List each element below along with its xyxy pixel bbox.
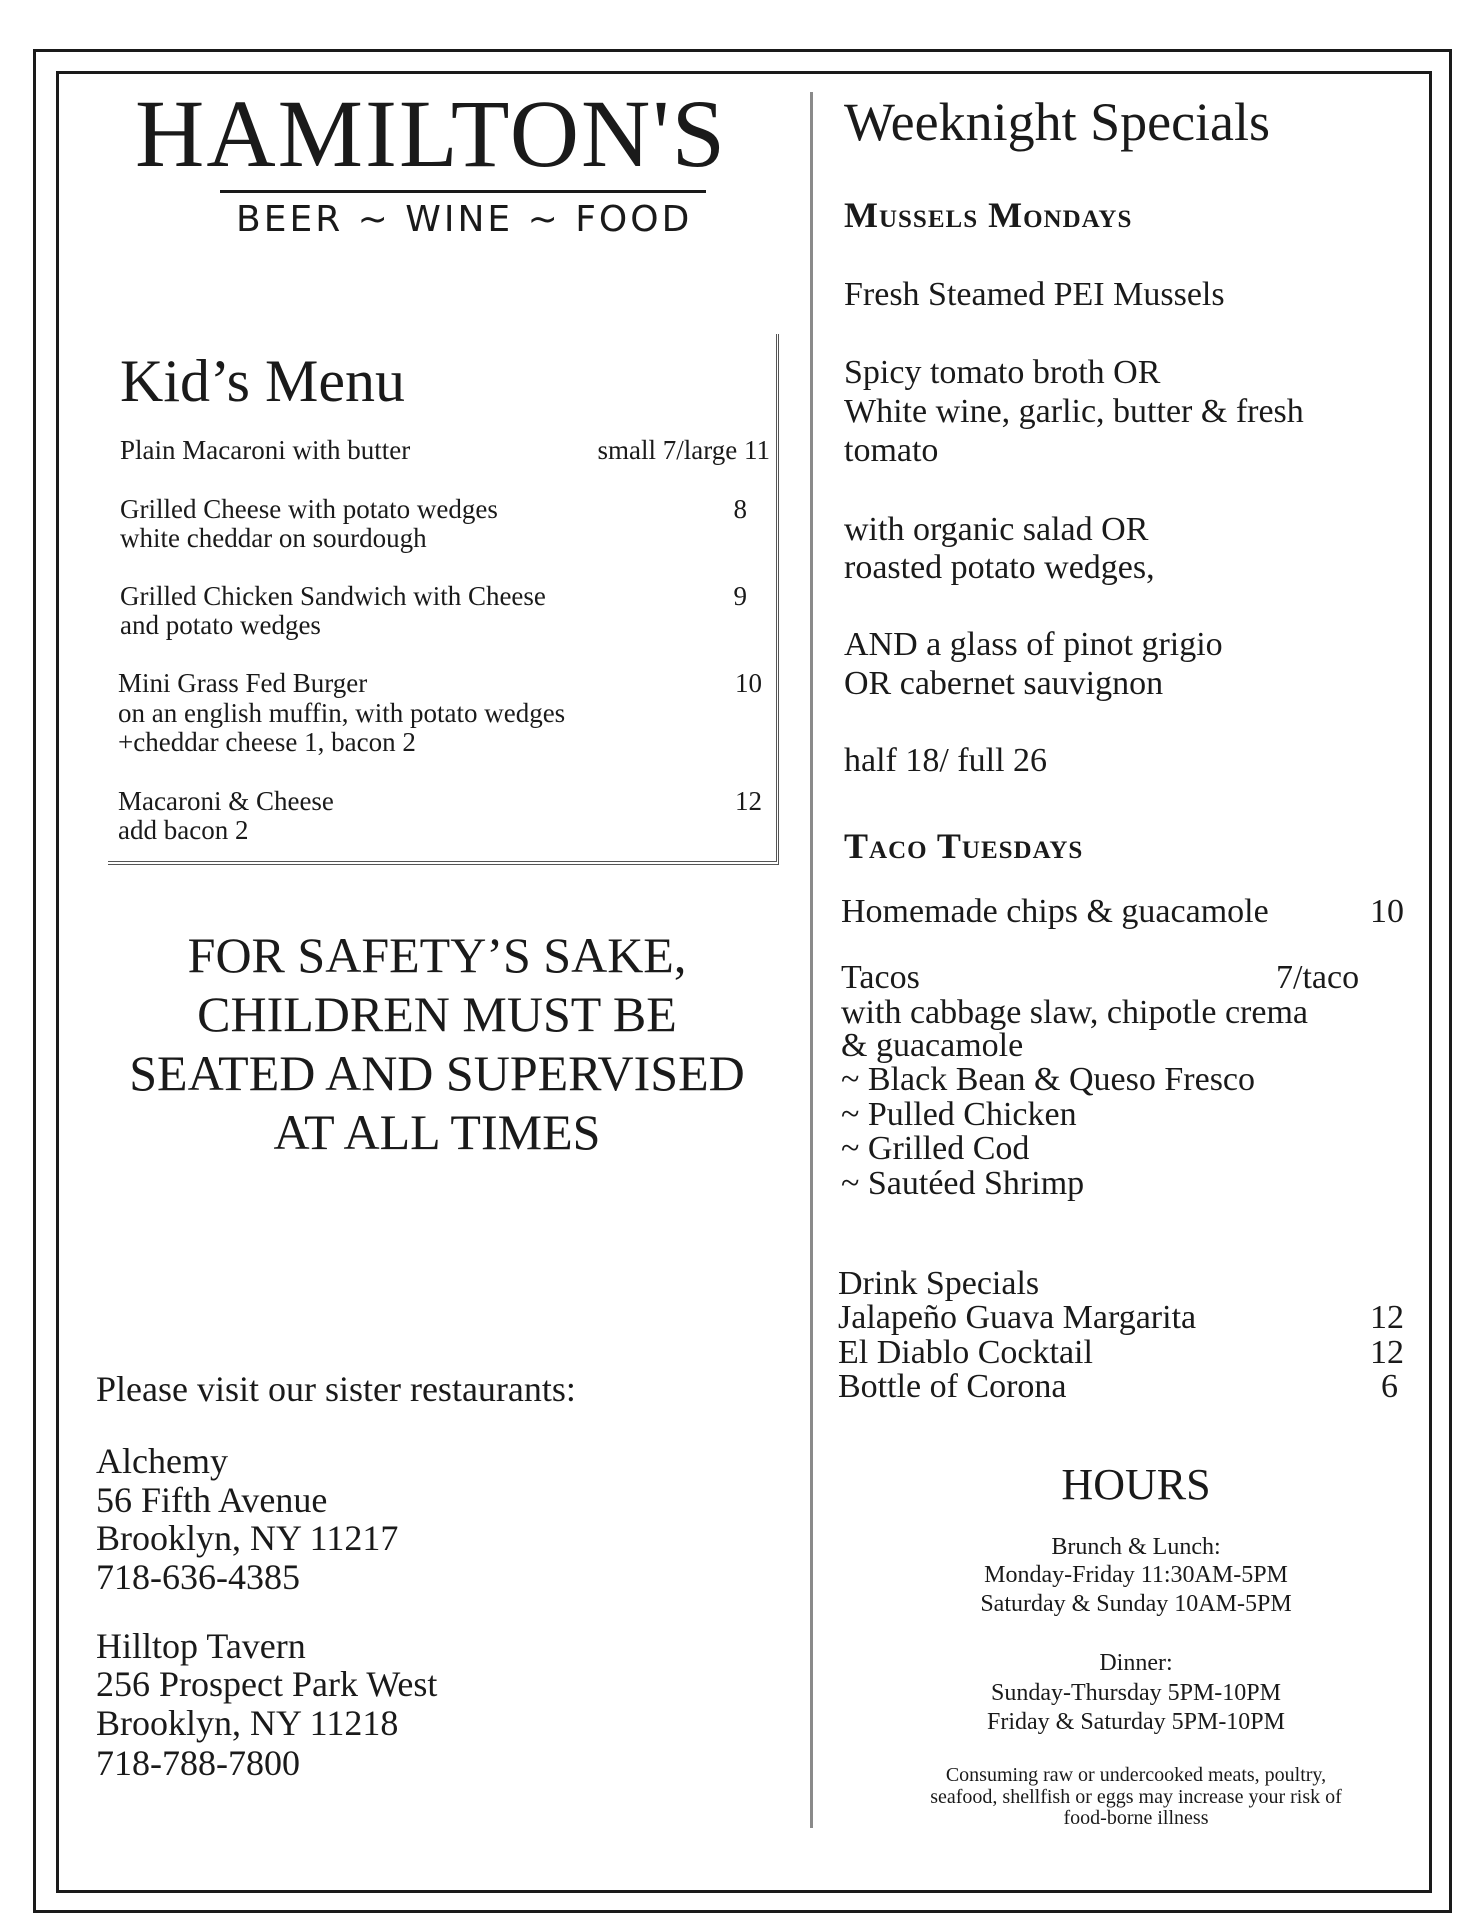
- restaurant-name: Hilltop Tavern: [96, 1626, 306, 1666]
- health-disclaimer: food-borne illness: [1063, 1807, 1209, 1829]
- restaurant-city: Brooklyn, NY 11217: [96, 1518, 399, 1558]
- dinner-hours: Friday & Saturday 5PM-10PM: [986, 1709, 1285, 1735]
- menu-item-desc: on an english muffin, with potato wedges: [118, 698, 566, 728]
- restaurant-phone: 718-788-7800: [96, 1743, 300, 1783]
- specials-title: Weeknight Specials: [844, 92, 1271, 152]
- taco-option: ~ Black Bean & Queso Fresco: [841, 1061, 1256, 1098]
- mussels-line: roasted potato wedges,: [844, 549, 1155, 586]
- drink-label: Jalapeño Guava Margarita: [838, 1299, 1197, 1336]
- hours-title: HOURS: [1061, 1460, 1211, 1509]
- mussels-line: OR cabernet sauvignon: [844, 665, 1164, 702]
- brunch-hours: Monday-Friday 11:30AM-5PM: [984, 1562, 1288, 1588]
- health-disclaimer: seafood, shellfish or eggs may increase your risk of: [930, 1786, 1342, 1808]
- mussels-line: tomato: [844, 432, 939, 469]
- chips-price: 10: [1370, 893, 1404, 930]
- taco-option: ~ Sautéed Shrimp: [841, 1165, 1085, 1202]
- menu-item-desc: white cheddar on sourdough: [120, 523, 427, 553]
- tacos-desc: & guacamole: [841, 1027, 1024, 1064]
- mussels-heading: Mussels Mondays: [844, 195, 1133, 235]
- mussels-price: half 18/ full 26: [844, 742, 1048, 779]
- restaurant-name: Alchemy: [96, 1441, 228, 1481]
- dinner-label: Dinner:: [1099, 1650, 1173, 1676]
- mussels-line: Spicy tomato broth OR: [844, 354, 1161, 391]
- tacos-price: 7/taco: [1276, 959, 1360, 996]
- mussels-line: White wine, garlic, butter & fresh: [844, 393, 1304, 430]
- menu-item-desc: add bacon 2: [118, 815, 249, 845]
- logo-wordmark: HAMILTON'S: [135, 80, 728, 187]
- dinner-hours: Sunday-Thursday 5PM-10PM: [990, 1680, 1281, 1706]
- menu-item-desc: +cheddar cheese 1, bacon 2: [118, 727, 416, 757]
- restaurant-street: 56 Fifth Avenue: [96, 1480, 328, 1520]
- drink-label: Bottle of Corona: [838, 1368, 1067, 1405]
- mussels-line: Fresh Steamed PEI Mussels: [844, 276, 1225, 313]
- health-disclaimer: Consuming raw or undercooked meats, poultry,: [945, 1764, 1327, 1786]
- column-divider: [810, 92, 813, 1828]
- restaurant-city: Brooklyn, NY 11218: [96, 1703, 399, 1743]
- mussels-line: AND a glass of pinot grigio: [844, 626, 1223, 663]
- safety-notice: [82, 926, 792, 1162]
- brunch-label: Brunch & Lunch:: [1051, 1534, 1221, 1560]
- menu-item-name: Mini Grass Fed Burger: [118, 668, 368, 698]
- restaurant-phone: 718-636-4385: [96, 1557, 300, 1597]
- safety-line: FOR SAFETY’S SAKE,: [187, 927, 687, 983]
- menu-item-price: small 7/large 11: [597, 435, 770, 465]
- safety-line: CHILDREN MUST BE: [197, 986, 677, 1042]
- taco-option: ~ Pulled Chicken: [841, 1096, 1077, 1133]
- drink-price: 6: [1381, 1368, 1398, 1405]
- drinks-heading: Drink Specials: [838, 1265, 1040, 1302]
- menu-item-name: Macaroni & Cheese: [118, 786, 334, 816]
- logo-tagline: BEER ~ WINE ~ FOOD: [236, 199, 693, 240]
- menu-item-name: Grilled Cheese with potato wedges: [120, 494, 498, 524]
- chips-label: Homemade chips & guacamole: [841, 893, 1269, 930]
- taco-option: ~ Grilled Cod: [841, 1130, 1030, 1167]
- kids-menu-title: Kid’s Menu: [120, 348, 405, 414]
- safety-line: SEATED AND SUPERVISED: [129, 1045, 745, 1101]
- sister-intro: Please visit our sister restaurants:: [96, 1369, 576, 1409]
- safety-line: AT ALL TIMES: [273, 1104, 601, 1160]
- menu-item-price: 8: [733, 494, 747, 524]
- menu-item-name: Plain Macaroni with butter: [120, 435, 411, 465]
- drink-price: 12: [1370, 1299, 1404, 1336]
- mussels-line: with organic salad OR: [844, 511, 1149, 548]
- restaurant-street: 256 Prospect Park West: [96, 1664, 438, 1704]
- tacos-label: Tacos: [841, 959, 920, 996]
- menu-item-desc: and potato wedges: [120, 610, 321, 640]
- menu-item-price: 9: [733, 581, 747, 611]
- brunch-hours: Saturday & Sunday 10AM-5PM: [980, 1591, 1292, 1617]
- drink-price: 12: [1370, 1334, 1404, 1371]
- menu-item-price: 12: [735, 786, 762, 816]
- taco-heading: Taco Tuesdays: [844, 826, 1084, 866]
- tacos-desc: with cabbage slaw, chipotle crema: [841, 994, 1308, 1031]
- drink-label: El Diablo Cocktail: [838, 1334, 1093, 1371]
- menu-item-price: 10: [735, 668, 762, 698]
- menu-item-name: Grilled Chicken Sandwich with Cheese: [120, 581, 546, 611]
- logo-rule: [220, 190, 706, 193]
